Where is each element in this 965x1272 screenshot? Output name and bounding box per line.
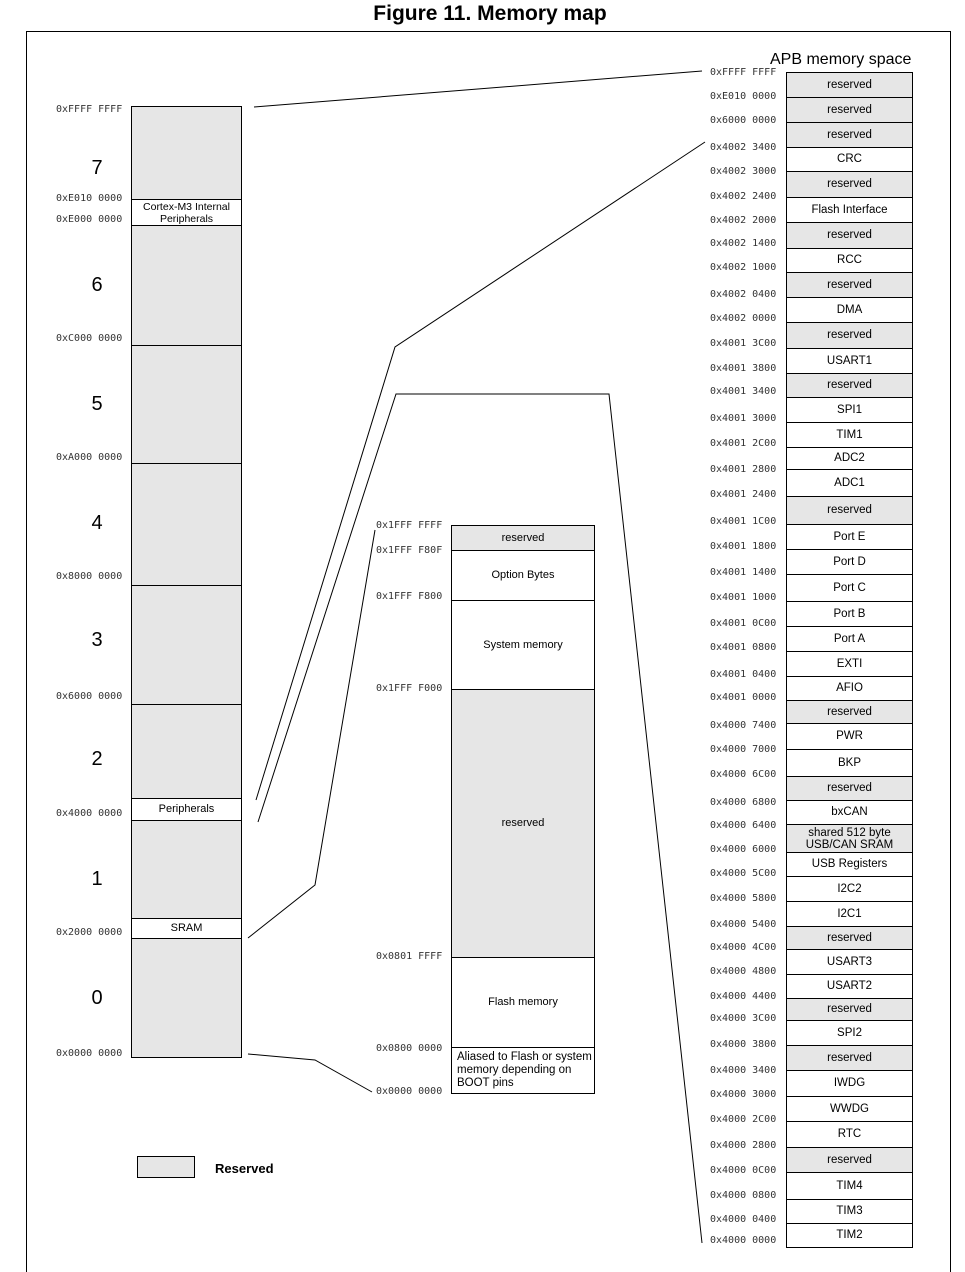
region-number: 0 bbox=[91, 987, 103, 1009]
apb-address: 0x4001 3C00 bbox=[710, 338, 777, 349]
apb-peripheral-block: DMA bbox=[786, 297, 913, 323]
apb-address: 0x4000 7400 bbox=[710, 720, 777, 731]
apb-reserved-block: reserved bbox=[786, 97, 913, 123]
apb-peripheral-block: Port C bbox=[786, 574, 913, 602]
apb-address: 0x4000 0800 bbox=[710, 1190, 777, 1201]
connector-line-code-top bbox=[248, 530, 375, 938]
code-reserved-middle: reserved bbox=[451, 689, 595, 958]
apb-address: 0x4000 6000 bbox=[710, 844, 777, 855]
apb-reserved-block: reserved bbox=[786, 700, 913, 724]
apb-peripheral-block: WWDG bbox=[786, 1096, 913, 1122]
apb-reserved-block: reserved bbox=[786, 171, 913, 198]
region-3-reserved bbox=[131, 585, 242, 705]
code-reserved-top: reserved bbox=[451, 525, 595, 551]
main-address: 0xA000 0000 bbox=[56, 452, 123, 463]
code-address: 0x0801 FFFF bbox=[376, 951, 443, 962]
apb-peripheral-block: USB Registers bbox=[786, 852, 913, 877]
region-number: 2 bbox=[91, 748, 103, 770]
region-5-reserved bbox=[131, 345, 242, 464]
apb-address: 0x4002 3400 bbox=[710, 142, 777, 153]
apb-address: 0x4000 0000 bbox=[710, 1235, 777, 1246]
apb-address: 0x4001 2400 bbox=[710, 489, 777, 500]
legend-label: Reserved bbox=[215, 1161, 274, 1176]
apb-address: 0x4001 0C00 bbox=[710, 618, 777, 629]
sram-block: SRAM bbox=[131, 918, 242, 939]
apb-reserved-block: reserved bbox=[786, 998, 913, 1021]
cortex-m3-peripherals-block: Cortex-M3 Internal Peripherals bbox=[131, 199, 242, 226]
apb-reserved-block: reserved bbox=[786, 72, 913, 98]
main-address: 0x0000 0000 bbox=[56, 1048, 123, 1059]
apb-address: 0x4000 6400 bbox=[710, 820, 777, 831]
apb-address: 0x4002 1000 bbox=[710, 262, 777, 273]
code-address: 0x0800 0000 bbox=[376, 1043, 443, 1054]
region-number: 1 bbox=[91, 868, 103, 890]
apb-address: 0x4001 2C00 bbox=[710, 438, 777, 449]
apb-peripheral-block: Port B bbox=[786, 601, 913, 627]
apb-title: APB memory space bbox=[770, 51, 912, 68]
apb-reserved-block: reserved bbox=[786, 272, 913, 298]
main-address: 0xE000 0000 bbox=[56, 214, 123, 225]
apb-address: 0x4002 2000 bbox=[710, 215, 777, 226]
main-address: 0x2000 0000 bbox=[56, 927, 123, 938]
apb-peripheral-block: TIM4 bbox=[786, 1172, 913, 1200]
apb-address: 0x4000 6800 bbox=[710, 797, 777, 808]
apb-peripheral-block: BKP bbox=[786, 749, 913, 777]
apb-address: 0x4001 1C00 bbox=[710, 516, 777, 527]
apb-address: 0x4000 5400 bbox=[710, 919, 777, 930]
main-address: 0x6000 0000 bbox=[56, 691, 123, 702]
region-number: 3 bbox=[91, 629, 103, 651]
apb-peripheral-block: Port D bbox=[786, 549, 913, 575]
apb-reserved-block: reserved bbox=[786, 373, 913, 398]
main-address: 0xFFFF FFFF bbox=[56, 104, 123, 115]
apb-peripheral-block: Port A bbox=[786, 626, 913, 652]
apb-address: 0x4001 1000 bbox=[710, 592, 777, 603]
figure-title: Figure 11. Memory map bbox=[373, 2, 607, 25]
apb-address: 0x4001 3800 bbox=[710, 363, 777, 374]
code-address: 0x0000 0000 bbox=[376, 1086, 443, 1097]
apb-address: 0x4000 0400 bbox=[710, 1214, 777, 1225]
main-address: 0xE010 0000 bbox=[56, 193, 123, 204]
apb-address: 0x4000 4400 bbox=[710, 991, 777, 1002]
apb-reserved-block: reserved bbox=[786, 122, 913, 148]
flash-memory-block: Flash memory bbox=[451, 957, 595, 1048]
region-1-reserved bbox=[131, 820, 242, 919]
region-0-reserved bbox=[131, 938, 242, 1058]
code-address: 0x1FFF F000 bbox=[376, 683, 443, 694]
code-address: 0x1FFF F800 bbox=[376, 591, 443, 602]
region-number: 4 bbox=[91, 512, 103, 534]
apb-address: 0x4001 1400 bbox=[710, 567, 777, 578]
apb-address: 0x4000 3C00 bbox=[710, 1013, 777, 1024]
apb-peripheral-block: USART2 bbox=[786, 974, 913, 999]
apb-peripheral-block: TIM3 bbox=[786, 1199, 913, 1224]
apb-reserved-block: reserved bbox=[786, 322, 913, 349]
apb-peripheral-block: RCC bbox=[786, 248, 913, 273]
apb-address: 0x4000 5800 bbox=[710, 893, 777, 904]
apb-peripheral-block: AFIO bbox=[786, 676, 913, 701]
legend-swatch bbox=[137, 1156, 195, 1178]
apb-reserved-block: shared 512 byte USB/CAN SRAM bbox=[786, 824, 913, 853]
apb-address: 0x6000 0000 bbox=[710, 115, 777, 126]
apb-address: 0x4000 3400 bbox=[710, 1065, 777, 1076]
apb-peripheral-block: USART3 bbox=[786, 949, 913, 975]
apb-reserved-block: reserved bbox=[786, 1147, 913, 1173]
apb-address: 0x4000 2800 bbox=[710, 1140, 777, 1151]
apb-address: 0x4001 0800 bbox=[710, 642, 777, 653]
region-4-reserved bbox=[131, 463, 242, 586]
apb-peripheral-block: TIM2 bbox=[786, 1223, 913, 1248]
main-address: 0x8000 0000 bbox=[56, 571, 123, 582]
region-2-reserved bbox=[131, 704, 242, 799]
apb-address: 0x4001 1800 bbox=[710, 541, 777, 552]
apb-peripheral-block: TIM1 bbox=[786, 422, 913, 448]
apb-peripheral-block: I2C1 bbox=[786, 901, 913, 927]
system-memory-block: System memory bbox=[451, 600, 595, 690]
apb-reserved-block: reserved bbox=[786, 776, 913, 801]
region-number: 7 bbox=[91, 157, 103, 179]
apb-peripheral-block: SPI1 bbox=[786, 397, 913, 423]
connector-line-code-bottom bbox=[248, 1054, 372, 1092]
aliased-block: Aliased to Flash or system memory depending on BOOT pins bbox=[451, 1047, 595, 1094]
apb-peripheral-block: RTC bbox=[786, 1121, 913, 1148]
apb-peripheral-block: ADC2 bbox=[786, 447, 913, 470]
apb-address: 0x4001 3400 bbox=[710, 386, 777, 397]
apb-peripheral-block: I2C2 bbox=[786, 876, 913, 902]
apb-address: 0x4002 1400 bbox=[710, 238, 777, 249]
region-6-reserved bbox=[131, 225, 242, 346]
peripherals-block: Peripherals bbox=[131, 798, 242, 821]
apb-address: 0x4001 3000 bbox=[710, 413, 777, 424]
apb-peripheral-block: bxCAN bbox=[786, 800, 913, 825]
apb-address: 0x4000 5C00 bbox=[710, 868, 777, 879]
apb-address: 0x4000 3800 bbox=[710, 1039, 777, 1050]
apb-peripheral-block: USART1 bbox=[786, 348, 913, 374]
apb-address: 0x4001 2800 bbox=[710, 464, 777, 475]
apb-peripheral-block: EXTI bbox=[786, 651, 913, 677]
apb-reserved-block: reserved bbox=[786, 496, 913, 525]
apb-address: 0x4000 0C00 bbox=[710, 1165, 777, 1176]
apb-reserved-block: reserved bbox=[786, 926, 913, 950]
apb-address: 0x4002 0400 bbox=[710, 289, 777, 300]
region-7-reserved bbox=[131, 106, 242, 200]
apb-address: 0x4000 3000 bbox=[710, 1089, 777, 1100]
apb-peripheral-block: CRC bbox=[786, 147, 913, 172]
apb-address: 0x4000 6C00 bbox=[710, 769, 777, 780]
apb-reserved-block: reserved bbox=[786, 222, 913, 249]
apb-peripheral-block: PWR bbox=[786, 723, 913, 750]
apb-address: 0x4002 0000 bbox=[710, 313, 777, 324]
apb-address: 0x4002 3000 bbox=[710, 166, 777, 177]
option-bytes-block: Option Bytes bbox=[451, 550, 595, 601]
apb-address: 0x4000 4800 bbox=[710, 966, 777, 977]
main-address: 0xC000 0000 bbox=[56, 333, 123, 344]
main-address: 0x4000 0000 bbox=[56, 808, 123, 819]
apb-peripheral-block: IWDG bbox=[786, 1070, 913, 1097]
apb-address: 0x4001 0400 bbox=[710, 669, 777, 680]
apb-address: 0xE010 0000 bbox=[710, 91, 777, 102]
apb-peripheral-block: Flash Interface bbox=[786, 197, 913, 223]
apb-reserved-block: reserved bbox=[786, 1045, 913, 1071]
apb-peripheral-block: Port E bbox=[786, 524, 913, 550]
apb-peripheral-block: ADC1 bbox=[786, 469, 913, 497]
apb-address: 0x4000 7000 bbox=[710, 744, 777, 755]
apb-address: 0x4000 4C00 bbox=[710, 942, 777, 953]
apb-address: 0x4000 2C00 bbox=[710, 1114, 777, 1125]
apb-address: 0xFFFF FFFF bbox=[710, 67, 777, 78]
region-number: 6 bbox=[91, 274, 103, 296]
apb-address: 0x4002 2400 bbox=[710, 191, 777, 202]
code-address: 0x1FFF FFFF bbox=[376, 520, 443, 531]
connector-line-apb-top bbox=[254, 71, 702, 107]
apb-address: 0x4001 0000 bbox=[710, 692, 777, 703]
apb-peripheral-block: SPI2 bbox=[786, 1020, 913, 1046]
region-number: 5 bbox=[91, 393, 103, 415]
code-address: 0x1FFF F80F bbox=[376, 545, 443, 556]
